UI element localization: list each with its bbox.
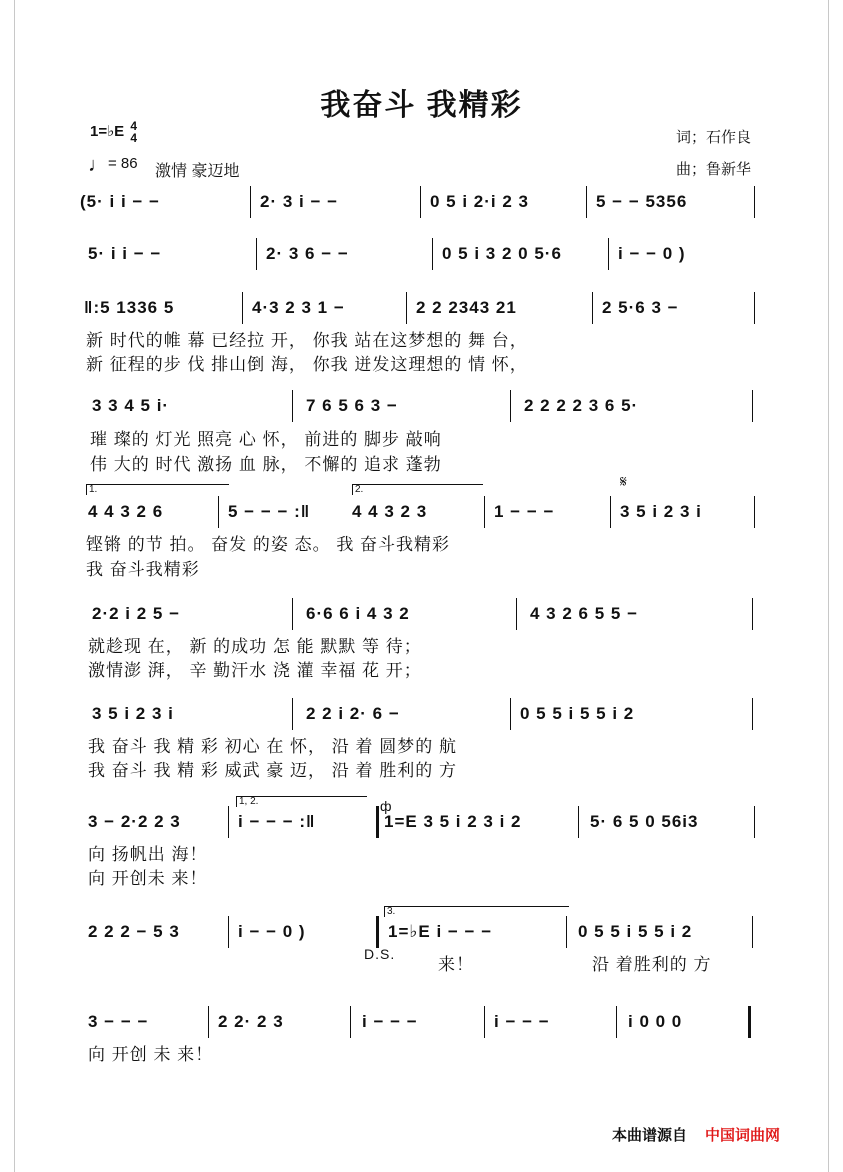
source-prefix: 本曲谱源自 — [612, 1127, 688, 1144]
lyric-line: 向 开创 未 来！ — [88, 1045, 214, 1064]
measure: i − − − :‖ — [238, 812, 316, 831]
tempo-value: = 86 — [108, 155, 138, 172]
barline — [350, 1006, 351, 1038]
measure: 4 4 3 2 6 — [88, 502, 164, 521]
measure: i − − − — [494, 1012, 550, 1031]
time-numerator: 4 — [130, 119, 138, 133]
measure: 3 5 i 2 3 i — [620, 502, 702, 521]
score-row — [80, 192, 760, 222]
final-barline — [748, 1006, 751, 1038]
score-row — [80, 604, 760, 634]
barline — [228, 916, 229, 948]
measure: 3 − 2·2 2 3 — [88, 812, 181, 831]
barline — [754, 496, 755, 528]
barline — [578, 806, 579, 838]
double-barline — [376, 916, 379, 948]
barline — [218, 496, 219, 528]
barline — [256, 238, 257, 270]
source-footer — [612, 1124, 780, 1145]
coda-icon: ф — [380, 798, 392, 814]
volta-bracket-3: 3. — [384, 906, 569, 917]
measure: 2 2 2 2 3 6 5· — [524, 396, 639, 415]
barline — [592, 292, 593, 324]
score-row — [80, 922, 760, 952]
barline — [610, 496, 611, 528]
lyric-line: 我 奋斗 我 精 彩 威武 豪 迈， 沿 着 胜利的 方 — [88, 761, 457, 780]
lyric-line: 我 奋斗 我 精 彩 初心 在 怀， 沿 着 圆梦的 航 — [88, 737, 457, 756]
barline — [242, 292, 243, 324]
measure: 0 5 i 2·i 2 3 — [430, 192, 529, 211]
score-row — [80, 298, 760, 328]
measure: 2 2 i 2· 6 − — [306, 704, 400, 723]
lyric-line: 伟 大的 时代 激扬 血 脉， 不懈的 追求 蓬勃 — [90, 455, 442, 474]
lyric-line: 向 扬帆出 海！ — [88, 845, 208, 864]
score-row — [80, 812, 760, 842]
measure: 7 6 5 6 3 − — [306, 396, 398, 415]
barline — [754, 806, 755, 838]
volta-bracket-1-2: 1, 2. — [236, 796, 367, 807]
measure: 5· i i − − — [88, 244, 162, 263]
lyric-line: 新 时代的帷 幕 已经拉 开， 你我 站在这梦想的 舞 台， — [86, 331, 528, 350]
barline — [484, 496, 485, 528]
barline — [432, 238, 433, 270]
measure: 3 3 4 5 i· — [92, 396, 170, 415]
measure: 2· 3 6 − − — [266, 244, 349, 263]
source-site-link[interactable]: 中国词曲网 — [705, 1127, 781, 1144]
score-row — [80, 396, 760, 426]
measure: 2 2 2343 21 — [416, 298, 517, 317]
tempo-mark — [88, 154, 138, 177]
measure: ‖:5 1336 5 — [84, 298, 175, 317]
barline — [292, 698, 293, 730]
barline — [292, 598, 293, 630]
time-denominator: 4 — [130, 131, 138, 145]
measure: 2· 3 i − − — [260, 192, 339, 211]
measure: 0 5 5 i 5 5 i 2 — [578, 922, 693, 941]
expression-text: 激情 豪迈地 — [155, 163, 240, 180]
lyric-line: 新 征程的步 伐 排山倒 海， 你我 迸发这理想的 情 怀， — [86, 355, 528, 374]
barline — [510, 698, 511, 730]
measure: 0 5 i 3 2 0 5·6 — [442, 244, 562, 263]
measure: 2 2· 2 3 — [218, 1012, 284, 1031]
score-row — [80, 502, 760, 532]
measure: 3 5 i 2 3 i — [92, 704, 174, 723]
key-signature — [90, 120, 137, 144]
measure: i − − − — [362, 1012, 418, 1031]
measure: 4 3 2 6 5 5 − — [530, 604, 638, 623]
double-barline — [376, 806, 379, 838]
score-row — [80, 704, 760, 734]
measure: i − − 0 ) — [618, 244, 686, 263]
lyricist-credit: 词；石作良 — [676, 129, 752, 146]
key-label: 1=♭E — [90, 122, 125, 140]
score-row — [80, 244, 760, 274]
composer-credit: 曲；鲁新华 — [676, 161, 752, 178]
measure: 4·3 2 3 1 − — [252, 298, 345, 317]
barline — [292, 390, 293, 422]
lyric-line: 来！ — [438, 955, 474, 974]
measure: 2 5·6 3 − — [602, 298, 679, 317]
barline — [752, 598, 753, 630]
time-signature — [130, 120, 137, 144]
measure: 1 − − − — [494, 502, 555, 521]
quarter-note-icon: ♩ — [88, 154, 108, 176]
measure: 5 − − − :‖ — [228, 502, 311, 521]
barline — [250, 186, 251, 218]
barline — [754, 292, 755, 324]
dal-segno-label: D.S. — [364, 946, 396, 962]
measure: 0 5 5 i 5 5 i 2 — [520, 704, 635, 723]
left-margin-strip — [0, 0, 15, 1172]
lyric-line: 沿 着胜利的 方 — [592, 955, 712, 974]
barline — [566, 916, 567, 948]
volta-bracket-2: 2. — [352, 484, 483, 495]
score-row — [80, 1012, 760, 1042]
barline — [484, 1006, 485, 1038]
measure: 5· 6 5 0 56i3 — [590, 812, 699, 831]
measure: 3 − − − — [88, 1012, 149, 1031]
barline — [406, 292, 407, 324]
right-margin-strip — [828, 0, 843, 1172]
barline — [608, 238, 609, 270]
barline — [586, 186, 587, 218]
barline — [208, 1006, 209, 1038]
measure: 2 2 2 − 5 3 — [88, 922, 180, 941]
segno-icon: 𝄋 — [620, 474, 627, 491]
barline — [752, 916, 753, 948]
barline — [516, 598, 517, 630]
measure: 4 4 3 2 3 — [352, 502, 428, 521]
measure: i − − 0 ) — [238, 922, 306, 941]
barline — [616, 1006, 617, 1038]
lyric-line: 璀 璨的 灯光 照亮 心 怀， 前进的 脚步 敲响 — [90, 430, 442, 449]
barline — [228, 806, 229, 838]
measure: i 0 0 0 — [628, 1012, 683, 1031]
lyric-line: 向 开创未 来！ — [88, 869, 208, 888]
barline — [510, 390, 511, 422]
lyric-line: 就趁现 在， 新 的成功 怎 能 默默 等 待； — [88, 637, 422, 656]
measure: 2·2 i 2 5 − — [92, 604, 181, 623]
barline — [420, 186, 421, 218]
measure: 5 − − 5356 — [596, 192, 688, 211]
lyric-line: 我 奋斗我精彩 — [86, 560, 200, 579]
lyric-line: 激情澎 湃， 辛 勤汗水 浇 灌 幸福 花 开； — [88, 661, 422, 680]
measure: (5· i i − − — [80, 192, 160, 211]
song-title: 我奋斗 我精彩 — [320, 89, 523, 122]
barline — [754, 186, 755, 218]
measure: 1=♭E i − − − — [388, 922, 493, 941]
barline — [752, 698, 753, 730]
lyric-line: 铿锵 的节 拍。 奋发 的姿 态。 我 奋斗我精彩 — [86, 535, 451, 554]
volta-bracket-1: 1. — [86, 484, 229, 495]
measure: 1=E 3 5 i 2 3 i 2 — [384, 812, 522, 831]
barline — [752, 390, 753, 422]
measure: 6·6 6 i 4 3 2 — [306, 604, 410, 623]
